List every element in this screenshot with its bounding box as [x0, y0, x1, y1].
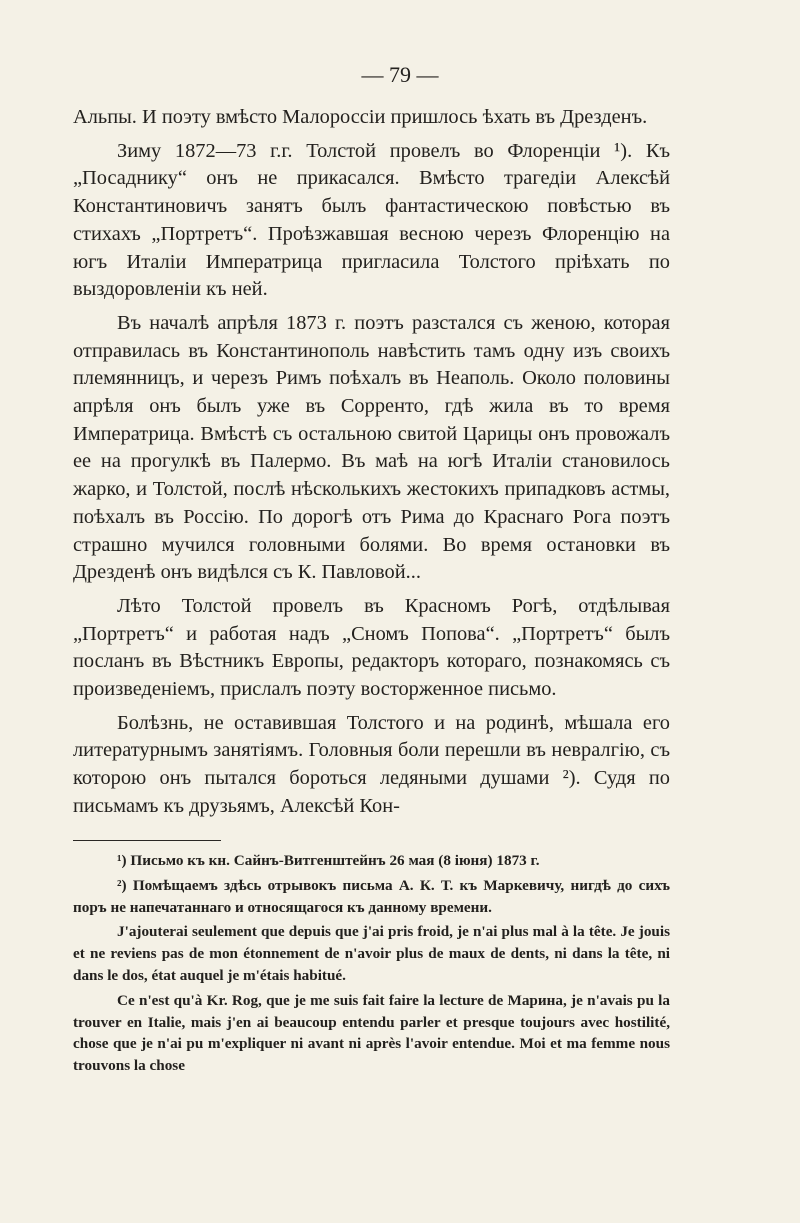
- paragraph: Лѣто Толстой провелъ въ Красномъ Рогѣ, отдѣлывая „Портретъ“ и работая надъ „Сномъ Попова“. „Портретъ“ былъ посланъ въ Вѣстникъ Европы, редакторъ котораго, познакомясь съ произведеніемъ, прислалъ поэту восторженное письмо.: [73, 594, 670, 701]
- footnotes: [73, 850, 670, 1080]
- footnote: ²) Помѣщаемъ здѣсь отрывокъ письма А. К. Т. къ Маркевичу, нигдѣ до сихъ поръ не напечатаннаго и относящагося къ данному времени.: [73, 876, 670, 916]
- footnote-quote: Ce n'est qu'à Kr. Rog, que je me suis fait faire la lecture de Марина, je n'avais pu la trouver en Italie, mais j'en ai beaucoup entendu parler et presque toujours avec hostilité, chose que je n'ai pu m'expliquer ni avant ni après l'avoir entendue. Moi et ma femme nous trouvons la chose: [73, 991, 670, 1075]
- footnote-divider: [73, 840, 221, 841]
- main-text: [73, 104, 670, 827]
- footnote: ¹) Письмо къ кн. Сайнъ-Витгенштейнъ 26 мая (8 іюня) 1873 г.: [117, 852, 540, 869]
- footnote-quote: J'ajouterai seulement que depuis que j'ai pris froid, je n'ai plus mal à la tête. Je jouis et ne reviens pas de mon étonnement de n'avoir plus de maux de dents, ni dans la tête, ni dans le dos, état auquel je m'étais habitué.: [73, 923, 670, 984]
- paragraph: Въ началѣ апрѣля 1873 г. поэтъ разстался съ женою, которая отправилась въ Константинополь навѣстить тамъ одну изъ своихъ племянницъ, и черезъ Римъ поѣхалъ въ Неаполь. Около половины апрѣля онъ былъ уже въ Сорренто, гдѣ жила въ то время Императрица. Вмѣстѣ съ остальною свитой Царицы онъ провожалъ ее на прогулкѣ въ Палермо. Въ маѣ на югѣ Италіи становилось жарко, и Толстой, послѣ нѣсколькихъ жестокихъ припадковъ астмы, поѣхалъ въ Россію. По дорогѣ отъ Рима до Краснаго Рога поэтъ страшно мучился головными болями. Во время остановки въ Дрезденѣ онъ видѣлся съ К. Павловой...: [73, 311, 670, 584]
- paragraph: Зиму 1872—73 г.г. Толстой провелъ во Флоренціи ¹). Къ „Посаднику“ онъ не прикасался. Вмѣсто трагедіи Алексѣй Константиновичъ занятъ былъ фантастическою повѣстью въ стихахъ „Портретъ“. Проѣзжавшая весною черезъ Флоренцію на югъ Италіи Императрица пригласила Толстого пріѣхать по выздоровленіи къ ней.: [73, 139, 670, 301]
- paragraph: Болѣзнь, не оставившая Толстого и на родинѣ, мѣшала его литературнымъ занятіямъ. Головныя боли перешли въ невралгію, съ которою онъ пытался бороться ледяными душами ²). Судя по письмамъ къ друзьямъ, Алексѣй Кон-: [73, 711, 670, 817]
- paragraph: Альпы. И поэту вмѣсто Малороссіи пришлось ѣхать въ Дрезденъ.: [73, 106, 648, 128]
- page-number: — 79 —: [361, 62, 439, 87]
